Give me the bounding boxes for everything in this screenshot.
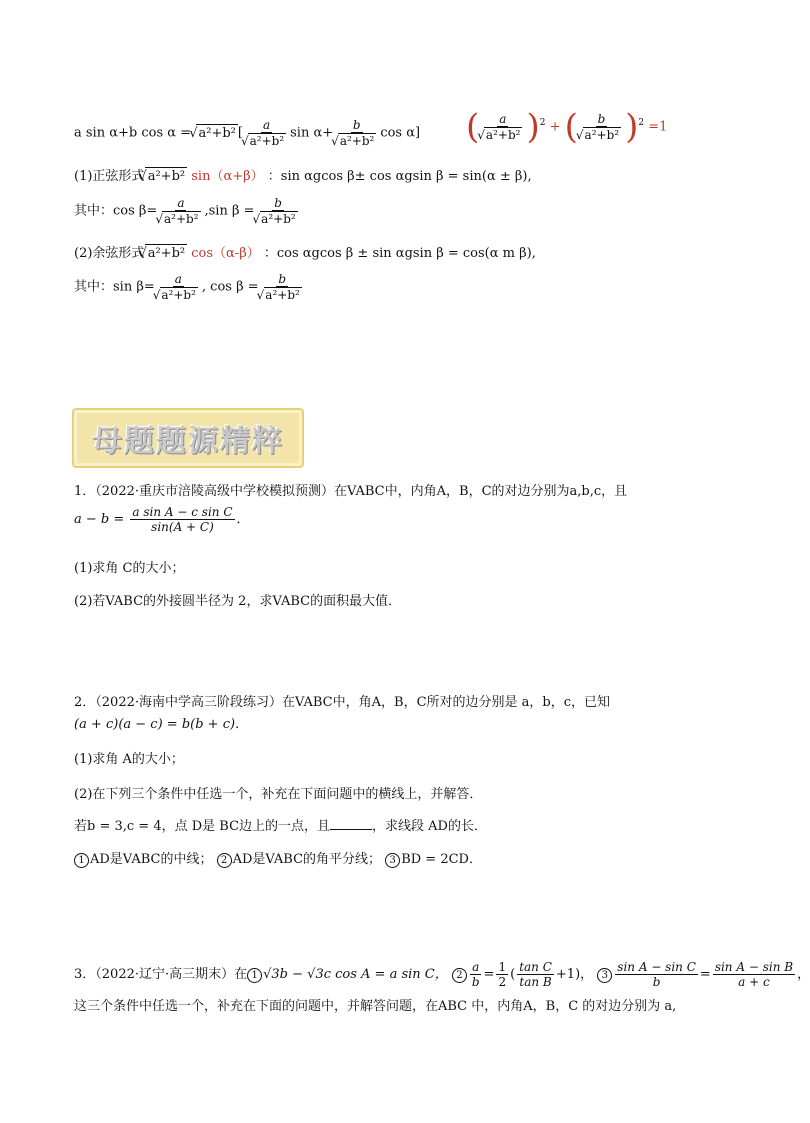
where1-line: 其中：cos β= a √ a²+b² ,sin β = b √ a²+b²: [74, 196, 302, 226]
cos-form-line: (2)余弦形式√ a²+b² cos（α-β） ：cos αgcos β ± sin αgsin β = cos(α m β),: [74, 244, 536, 263]
sine-form-line: (1)正弦形式√ a²+b² sin（α+β） ：sin αgcos β± cos αgsin β = sin(α ± β),: [74, 167, 532, 186]
q1-line2: a − b = $\frac{\text{a sin A − c sin C}}{\sin(A + C)}$ ．: [74, 505, 250, 534]
q2-part1: (1)求角 A的大小；: [74, 752, 184, 767]
q2-condition: 若b = 3,c = 4，点 D是 BC边上的一点，且 ，求线段 AD的长．: [74, 819, 487, 834]
q2-part2: (2)在下列三个条件中任选一个，补充在下面问题中的横线上，并解答．: [74, 787, 483, 802]
aux-lhs: a sin α+b cos α =: [74, 125, 192, 141]
identity-eq: =1: [648, 119, 668, 135]
q2-line1: 2．（2022·海南中学高三阶段练习）在VABC中，角A，B，C所对的边分别是 a，b，c，已知: [74, 695, 610, 710]
frac-a: a √ a²+b²: [245, 118, 288, 148]
identity-line: ( a √ a²+b² )$^2$ + ( b √ a²+b² )$^2$ =1: [466, 110, 667, 144]
q2-line2: (a + c)(a − c) = b(b + c)．: [74, 717, 249, 732]
q1-part2: (2)若VABC的外接圆半径为 2，求VABC的面积最大值．: [74, 594, 402, 609]
q1-line1: 1．（2022·重庆市涪陵高级中学校模拟预测）在VABC中，内角A，B，C的对边分别为a,b,c，且: [74, 484, 628, 499]
aux-formula-line: a sin α+b cos α = √ a²+b² [ a √ a²+b² sin α+ b √ a²+b² cos α]: [74, 118, 420, 148]
q3-line1: 3．（2022·辽宁·高三期末）在 1 √3b − √3c cos A = a sin C， 2 $\frac{a}{b}$ = $\frac{1}{2}$ ( $\frac{\text{tan C}}{\text{tan B}}$ +1)， 3 $\frac{\text{sin A − sin C}}{b}$ = $\frac{\text{sin A − sin B}}{a + c}$ ，: [74, 960, 810, 989]
q1-part1: (1)求角 C的大小；: [74, 561, 185, 576]
q3-line2: 这三个条件中任选一个，补充在下面的问题中，并解答问题，在ABC 中，内角A，B，C 的对边分别为 a,: [74, 999, 677, 1014]
sqrt-expr: √ a²+b²: [196, 124, 238, 143]
banner-title: 母题题源精粹: [92, 424, 284, 459]
where2-line: 其中：sin β= a √ a²+b² , cos β = b √ a²+b²: [74, 272, 306, 302]
section-banner: [72, 408, 304, 468]
frac-b: b √ a²+b²: [335, 118, 378, 148]
answer-blank: [330, 829, 372, 830]
q2-options: 1 AD是VABC的中线； 2 AD是VABC的角平分线； 3 BD = 2CD．: [74, 851, 482, 869]
